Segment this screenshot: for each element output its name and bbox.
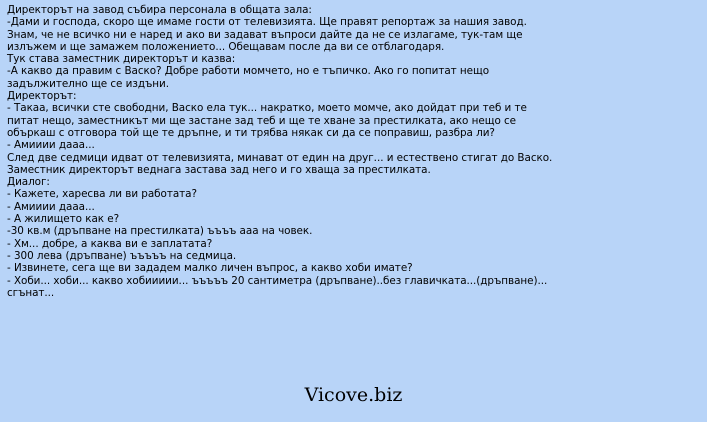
joke-line: - Извинете, сега ще ви зададем малко личен въпрос, а какво хоби имате? — [7, 262, 413, 275]
joke-line: -30 кв.м (дръпване на престилката) ъъъъ ааа на човек. — [7, 225, 313, 238]
site-watermark: Vicove.biz — [304, 384, 403, 406]
joke-line: задължително ще се издъни. — [7, 77, 169, 90]
joke-line: питат нещо, заместникът ми ще застане зад теб и ще те хване за престилката, ако нещо се — [7, 114, 517, 127]
joke-line: - А жилището как е? — [7, 213, 120, 226]
joke-line: - 300 лева (дръпване) ъъъъъ на седмица. — [7, 249, 237, 262]
joke-line: - Хоби... хоби... какво хобиииии... ъъъъъ 20 сантиметра (дръпване)..без главичката...(дръпване)... — [7, 274, 548, 287]
joke-line: Тук става заместник директорът и казва: — [7, 53, 236, 66]
joke-line: - Амииии дааа... — [7, 200, 95, 213]
joke-line: излъжем и ще замажем положението... Обещавам после да ви се отблагодаря. — [7, 40, 445, 53]
joke-line: - Такаа, всички сте свободни, Васко ела тук... накратко, моето момче, ако дойдат при теб и те — [7, 102, 527, 115]
joke-text — [7, 4, 701, 299]
joke-line: Знам, че не всичко ни е наред и ако ви задават въпроси дайте да не се излагаме, тук-там ще — [7, 28, 523, 41]
joke-line: - Амииии дааа... — [7, 139, 95, 152]
joke-line: -Дами и господа, скоро ще имаме гости от телевизията. Ще правят репортаж за нашия завод. — [7, 16, 527, 29]
joke-line: - Кажете, харесва ли ви работата? — [7, 188, 197, 201]
joke-line: Директорът на завод събира персонала в общата зала: — [7, 4, 312, 16]
joke-line: -А какво да правим с Васко? Добре работи момчето, но е тъпичко. Ако го попитат нещо — [7, 65, 490, 78]
joke-line: сгънат... — [7, 286, 55, 299]
joke-line: - Хм... добре, а каква ви е заплатата? — [7, 237, 213, 250]
joke-line: След две седмици идват от телевизията, минават от един на друг... и естествено стигат до Васко. — [7, 151, 553, 164]
joke-line: Диалог: — [7, 176, 50, 189]
joke-line: Заместник директорът веднага застава зад него и го хваща за престилката. — [7, 163, 431, 176]
joke-line: объркаш с отговора той ще те дръпне, и ти трябва някак си да се поправиш, разбра ли? — [7, 126, 495, 139]
joke-line: Директорът: — [7, 90, 77, 103]
